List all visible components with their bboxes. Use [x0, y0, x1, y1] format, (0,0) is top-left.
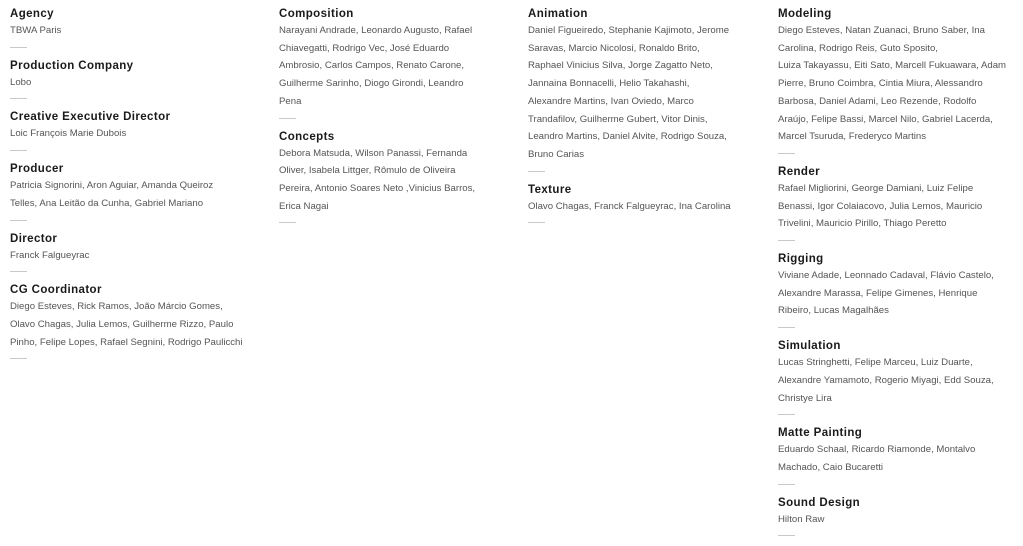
credit-names-line: Ribeiro, Lucas Magalhães — [778, 305, 889, 317]
credit-role-title: CG Coordinator — [10, 284, 102, 297]
credit-names — [10, 74, 250, 92]
credit-section-concepts — [279, 129, 494, 224]
credit-section-production-company — [10, 58, 250, 100]
credit-names-line: Eduardo Schaal, Ricardo Riamonde, Montalvo — [778, 444, 976, 456]
credit-names-line: Rafael Migliorini, George Damiani, Luiz Felipe — [778, 182, 974, 194]
credit-section-agency — [10, 6, 250, 48]
credit-names — [778, 267, 1018, 320]
credit-names-line: Chiavegatti, Rodrigo Vec, José Eduardo — [279, 42, 450, 54]
credit-names — [10, 298, 250, 351]
credit-section-animation — [528, 6, 743, 172]
credit-role-title: Agency — [10, 8, 54, 20]
credit-role-title: Concepts — [279, 130, 335, 143]
credit-names-line: Franck Falgueyrac — [10, 249, 90, 261]
credit-role-title: Production Company — [10, 59, 134, 72]
credit-section-producer — [10, 161, 250, 220]
credit-names — [279, 145, 494, 216]
section-divider — [778, 414, 795, 415]
credit-section-cg-coordinator — [10, 282, 250, 359]
credits-column-3 — [528, 6, 743, 233]
credit-names-line: Diego Esteves, Natan Zuanaci, Bruno Saber, Ina — [778, 25, 985, 36]
credit-names-line: Oliver, Isabela Littger, Rômulo de Oliveira — [279, 165, 456, 177]
credit-names-line: Patricia Signorini, Aron Aguiar, Amanda Queiroz — [10, 180, 214, 192]
section-divider — [10, 98, 27, 99]
credit-names-line: Daniel Figueiredo, Stephanie Kajimoto, Jerome — [528, 25, 730, 36]
credit-names — [528, 198, 743, 216]
credit-names-line: Hilton Raw — [778, 513, 825, 525]
section-divider — [10, 220, 27, 221]
credit-section-texture — [528, 182, 743, 224]
credit-names-line: Trivelini, Mauricio Pirillo, Thiago Peretto — [778, 218, 947, 230]
credit-role-title: Render — [778, 165, 821, 178]
credit-names — [279, 22, 494, 111]
credit-names-line: Alexandre Martins, Ivan Oviedo, Marco — [528, 95, 694, 107]
credit-names-line: Narayani Andrade, Leonardo Augusto, Rafael — [279, 25, 473, 36]
credit-names-line: Raphael Vinicius Silva, Jorge Zagatto Neto, — [528, 60, 713, 72]
credit-section-simulation — [778, 338, 1018, 415]
credit-role-title: Matte Painting — [778, 427, 863, 440]
credit-names-line: Pena — [279, 95, 302, 107]
credit-role-title: Composition — [279, 8, 354, 20]
credit-names-line: TBWA Paris — [10, 25, 62, 36]
section-divider — [10, 358, 27, 359]
credit-names-line: Lucas Stringhetti, Felipe Marceu, Luiz Duarte, — [778, 357, 973, 369]
credit-names — [10, 177, 250, 212]
credit-section-modeling — [778, 6, 1018, 154]
credit-section-rigging — [778, 251, 1018, 328]
credits-column-4 — [778, 6, 1018, 546]
section-divider — [778, 535, 795, 536]
credit-role-title: Simulation — [778, 340, 841, 353]
credit-names — [778, 22, 1018, 146]
credit-section-matte-painting — [778, 425, 1018, 484]
section-divider — [279, 222, 296, 223]
credit-names — [778, 354, 1018, 407]
credits-column-2 — [279, 6, 494, 233]
section-divider — [778, 327, 795, 328]
credit-names — [10, 247, 250, 265]
credit-role-title: Animation — [528, 8, 588, 20]
credit-names-line: Olavo Chagas, Franck Falgueyrac, Ina Carolina — [528, 200, 731, 212]
credit-names-line: Araújo, Felipe Bassi, Marcel Nilo, Gabriel Lacerda, — [778, 113, 993, 125]
credit-names — [10, 22, 250, 40]
section-divider — [10, 271, 27, 272]
credits-column-1 — [10, 6, 250, 369]
credit-role-title: Director — [10, 232, 58, 245]
credit-names-line: Machado, Caio Bucaretti — [778, 461, 884, 473]
credit-names-line: Bruno Carias — [528, 148, 584, 160]
credit-names-line: Carolina, Rodrigo Reis, Guto Sposito, — [778, 42, 938, 54]
section-divider — [279, 118, 296, 119]
credit-names-line: Luiza Takayassu, Eiti Sato, Marcell Fukuawara, Adam — [778, 60, 1007, 72]
credit-names-line: Pierre, Bruno Coimbra, Cintia Miura, Alessandro — [778, 78, 983, 90]
credit-names-line: Guilherme Sarinho, Diogo Girondi, Leandro — [279, 78, 464, 90]
credit-names-line: Pereira, Antonio Soares Neto ,Vinicius Barros, — [279, 182, 476, 194]
credit-names-line: Olavo Chagas, Julia Lemos, Guilherme Rizzo, Paulo — [10, 318, 234, 330]
credit-role-title: Creative Executive Director — [10, 111, 171, 124]
credit-names-line: Pinho, Felipe Lopes, Rafael Segnini, Rodrigo Paulicchi — [10, 336, 243, 348]
credit-section-sound-design — [778, 495, 1018, 537]
credit-names-line: Trandafilov, Guilherme Gubert, Vitor Dinis, — [528, 113, 708, 125]
credit-section-composition — [279, 6, 494, 119]
credit-section-director — [10, 231, 250, 273]
credit-names-line: Alexandre Marassa, Felipe Gimenes, Henrique — [778, 287, 978, 299]
section-divider — [10, 150, 27, 151]
credit-names-line: Benassi, Igor Colaiacovo, Julia Lemos, Mauricio — [778, 200, 983, 212]
credit-names-line: Leandro Martins, Daniel Alvite, Rodrigo Souza, — [528, 131, 727, 143]
section-divider — [778, 484, 795, 485]
credit-names-line: Viviane Adade, Leonnado Cadaval, Flávio Castelo, — [778, 270, 994, 282]
credit-names-line: Ambrosio, Carlos Campos, Renato Carone, — [279, 60, 465, 72]
credit-names-line: Barbosa, Daniel Adami, Leo Rezende, Rodolfo — [778, 95, 977, 107]
section-divider — [528, 171, 545, 172]
section-divider — [10, 47, 27, 48]
credit-names-line: Alexandre Yamamoto, Rogerio Miyagi, Edd Souza, — [778, 374, 994, 386]
credit-names-line: Erica Nagai — [279, 200, 329, 212]
section-divider — [778, 153, 795, 154]
credit-names-line: Jannaina Bonnacelli, Helio Takahashi, — [528, 78, 690, 90]
credit-names — [778, 180, 1018, 233]
section-divider — [528, 222, 545, 223]
section-divider — [778, 240, 795, 241]
credit-names-line: Saravas, Marcio Nicolosi, Ronaldo Brito, — [528, 42, 700, 54]
credit-names — [778, 511, 1018, 529]
credit-role-title: Producer — [10, 163, 64, 176]
credit-role-title: Texture — [528, 183, 572, 196]
credit-role-title: Modeling — [778, 8, 832, 20]
credit-names — [10, 125, 250, 143]
credit-names-line: Loic François Marie Dubois — [10, 128, 127, 140]
credit-names-line: Lobo — [10, 76, 32, 88]
credit-names-line: Diego Esteves, Rick Ramos, João Márcio Gomes, — [10, 301, 223, 313]
credit-names-line: Christye Lira — [778, 392, 832, 404]
credit-names-line: Marcel Tsuruda, Frederyco Martins — [778, 131, 927, 143]
credit-names-line: Telles, Ana Leitão da Cunha, Gabriel Mariano — [10, 197, 204, 209]
credit-names — [528, 22, 743, 164]
credit-role-title: Sound Design — [778, 496, 861, 509]
credit-role-title: Rigging — [778, 253, 824, 266]
credit-section-render — [778, 164, 1018, 241]
credit-section-creative-executive-director — [10, 109, 250, 151]
credit-names-line: Debora Matsuda, Wilson Panassi, Fernanda — [279, 147, 468, 159]
credit-names — [778, 441, 1018, 476]
